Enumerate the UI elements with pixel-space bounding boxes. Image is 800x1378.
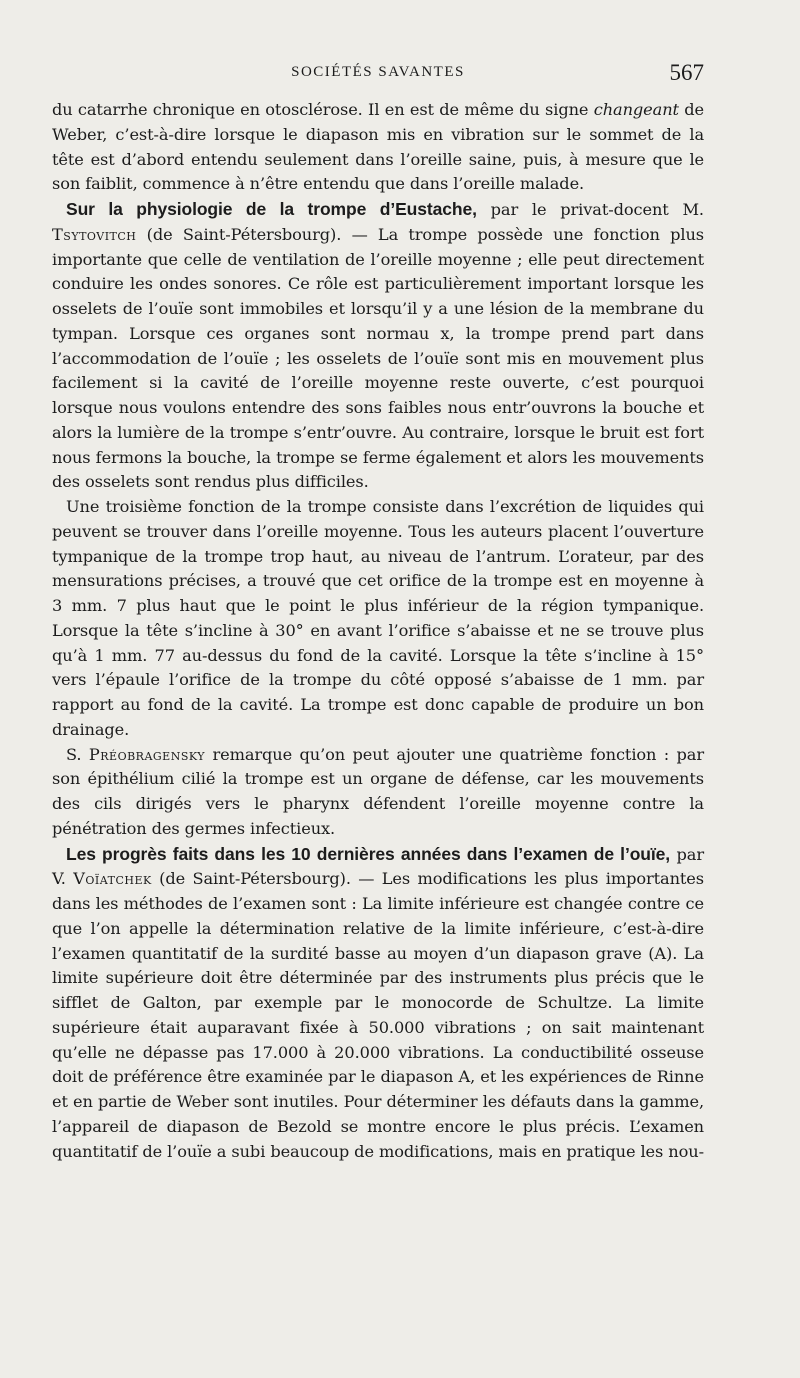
running-head	[52, 60, 704, 88]
paragraph-1-rest: de Weber, c’est-à-dire lorsque le diapason mis en vibration sur le sommet de la tête est d’abord entendu seulement dans l’oreille saine, puis, à mesure que le son faiblit, commence à n’être entendu que dans l’oreille malade.	[52, 100, 705, 194]
article-body	[52, 98, 704, 1164]
paragraph-4	[52, 743, 704, 842]
section-heading-eustache: Sur la physiologie de la trompe d’Eustache,	[66, 199, 477, 219]
author-voiatchek: Voïatchek	[73, 869, 152, 889]
paragraph-5-intro: par V.	[52, 844, 704, 889]
running-title: SOCIÉTÉS SAVANTES	[291, 64, 465, 80]
paragraph-5-text: (de Saint-Pétersbourg). — Les modifications les plus importantes dans les méthodes de l’examen sont : La limite inférieure est changée contre ce que l’on appelle la détermination relative de la limite inférieure, c’est-à-dire l’examen quantitatif de la surdité basse au moyen d’un diapason grave (A). La limite supérieure doit être déterminée par des instruments plus précis que le sifflet de Galton, par exemple par le monocorde de Schultze. La limite supérieure était auparavant fixée à 50.000 vibrations ; on sait maintenant qu’elle ne dépasse pas 17.000 à 20.000 vibrations. La conductibilité osseuse doit de préférence être examinée par le diapason A, et les expériences de Rinne et en partie de Weber sont inutiles. Pour déterminer les défauts dans la gamme, l’appareil de diapason de Bezold se montre encore le plus précis. L’examen quantitatif de l’ouïe a subi beaucoup de modifications, mais en pratique les nou-	[52, 869, 704, 1161]
author-preobragensky: Préobragensky	[88, 744, 206, 764]
paragraph-2-intro: par le privat-docent M.	[476, 200, 704, 219]
paragraph-1-text: du catarrhe chronique en otosclérose. Il en est de même du signe	[52, 100, 594, 119]
paragraph-3: Une troisième fonction de la trompe consiste dans l’excrétion de liquides qui peuvent se trouver dans l’oreille moyenne. Tous les auteurs placent l’ouverture tympanique de la trompe trop haut, au niveau de l’antrum. L’orateur, par des mensurations précises, a trouvé que cet orifice de la trompe est en moyenne à 3 mm. 7 plus haut que le point le plus inférieur de la région tympanique. Lorsque la tête s’incline à 30° en avant l’orifice s’abaisse et ne se trouve plus qu’à 1 mm. 77 au-dessus du fond de la cavité. Lorsque la tête s’incline à 15° vers l’épaule l’orifice de la trompe du côté opposé s’abaisse de 1 mm. par rapport au fond de la cavité. La trompe est donc capable de produire un bon drainage.	[52, 497, 704, 739]
author-tsytovitch: Tsytovitch	[52, 224, 137, 244]
paragraph-5	[52, 842, 704, 1165]
section-heading-progres: Les progrès faits dans les 10 dernières années dans l’examen de l’ouïe,	[66, 843, 671, 864]
paragraph-4-intro: S.	[66, 744, 89, 764]
paragraph-1	[52, 98, 704, 197]
paragraph-2	[52, 197, 704, 495]
paragraph-4-text: remarque qu’on peut ajouter une quatrième fonction : par son épithélium cilié la trompe est un organe de défense, car les mouvements des cils dirigés vers le pharynx défendent l’oreille moyenne contre la pénétration des germes infectieux.	[52, 744, 704, 838]
page-number: 567	[669, 60, 704, 85]
paragraph-1-italic: changeant	[593, 100, 679, 119]
paragraph-2-text: (de Saint-Pétersbourg). — La trompe possède une fonction plus importante que celle de ventilation de l’oreille moyenne ; elle peut directement conduire les ondes sonores. Ce rôle est particulièrement important lorsque les osselets de l’ouïe sont immobiles et lorsqu’il y a une lésion de la membrane du tympan. Lorsque ces organes sont normau x, la trompe prend part dans l’accommodation de l’ouïe ; les osselets de l’ouïe sont mis en mouvement plus facilement si la cavité de l’oreille moyenne reste ouverte, c’est pourquoi lorsque nous voulons entendre des sons faibles nous entr’ouvrons la bouche et alors la lumière de la trompe s’entr’ouvre. Au contraire, lorsque le bruit est fort nous fermons la bouche, la trompe se ferme également et alors les mouvements des osselets sont rendus plus difficiles.	[52, 224, 704, 492]
